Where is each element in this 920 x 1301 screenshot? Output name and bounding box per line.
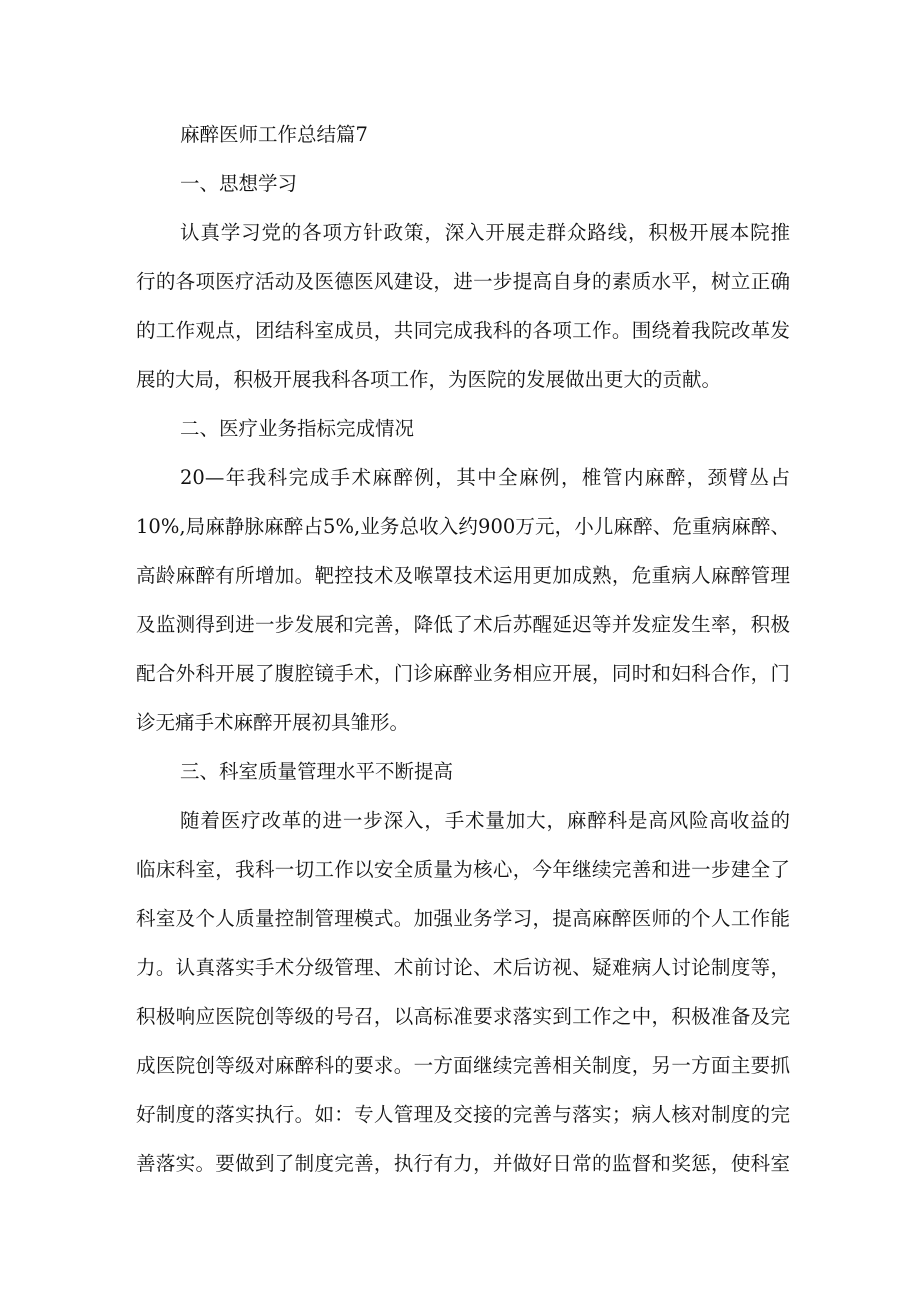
paragraph-line: 高龄麻醉有所增加。靶控技术及喉罩技术运用更加成熟，危重病人麻醉管理 [136,564,790,587]
paragraph-line: 成医院创等级对麻醉科的要求。一方面继续完善相关制度，另一方面主要抓 [136,1054,790,1077]
paragraph-line: 及监测得到进一步发展和完善，降低了术后苏醒延迟等并发症发生率，积极 [136,613,790,636]
paragraph-line: 展的大局，积极开展我科各项工作，为医院的发展做出更大的贡献。 [136,368,722,391]
section-heading-2: 二、医疗业务指标完成情况 [180,417,415,440]
document-title: 麻醉医师工作总结篇7 [180,123,368,146]
paragraph-line: 力。认真落实手术分级管理、术前讨论、术后访视、疑难病人讨论制度等， [136,956,790,979]
paragraph-line: 科室及个人质量控制管理模式。加强业务学习，提高麻醉医师的个人工作能 [136,907,790,930]
paragraph-line: 的工作观点，团结科室成员，共同完成我科的各项工作。围绕着我院改革发 [136,319,790,342]
paragraph-line: 积极响应医院创等级的号召，以高标准要求落实到工作之中，积极准备及完 [136,1005,790,1028]
paragraph-line: 行的各项医疗活动及医德医风建设，进一步提高自身的素质水平，树立正确 [136,270,790,293]
paragraph-line: 好制度的落实执行。如：专人管理及交接的完善与落实；病人核对制度的完 [136,1103,790,1126]
paragraph-line: 随着医疗改革的进一步深入，手术量加大，麻醉科是高风险高收益的 [180,809,790,832]
section-heading-1: 一、思想学习 [180,172,298,195]
paragraph-line: 临床科室，我科一切工作以安全质量为核心，今年继续完善和进一步建全了 [136,858,790,881]
paragraph-line: 20—年我科完成手术麻醉例，其中全麻例，椎管内麻醉，颈臂丛占 [180,466,790,489]
paragraph-line: 配合外科开展了腹腔镜手术，门诊麻醉业务相应开展，同时和妇科合作，门 [136,662,790,685]
paragraph-line: 善落实。要做到了制度完善，执行有力，并做好日常的监督和奖惩，使科室 [136,1152,790,1175]
paragraph-line: 10%,局麻静脉麻醉占5%,业务总收入约900万元，小儿麻醉、危重病麻醉、 [136,515,790,538]
section-heading-3: 三、科室质量管理水平不断提高 [180,760,454,783]
paragraph-line: 诊无痛手术麻醉开展初具雏形。 [136,711,410,734]
paragraph-line: 认真学习党的各项方针政策，深入开展走群众路线，积极开展本院推 [180,221,790,244]
